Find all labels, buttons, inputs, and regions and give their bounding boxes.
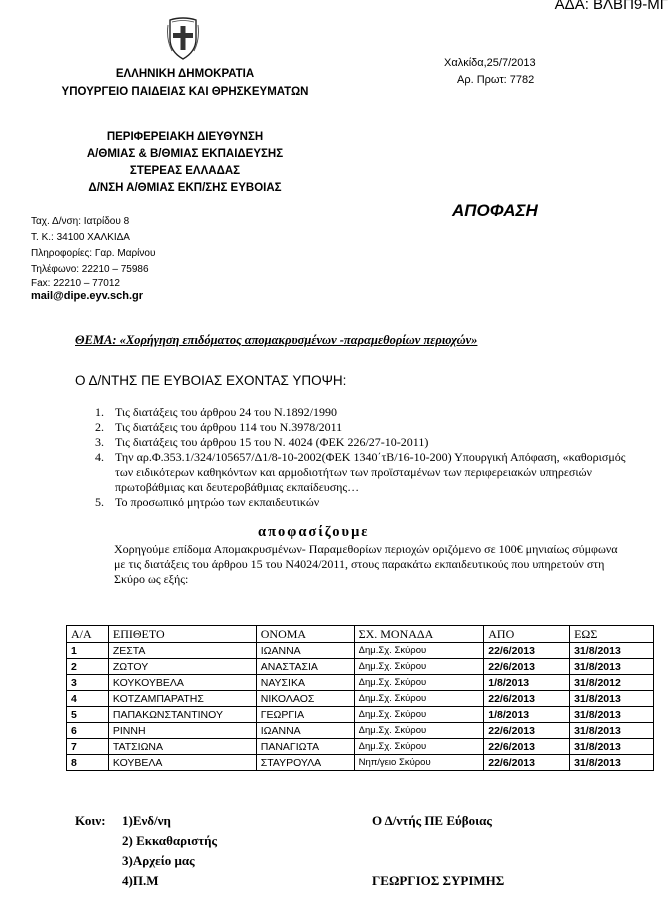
cell-name: ΙΩΑΝΝΑ	[256, 643, 354, 659]
cell-school: Νηπ/γειο Σκύρου	[354, 755, 484, 771]
cell-school: Δημ.Σχ. Σκύρου	[354, 643, 484, 659]
contact-info: Πληροφορίες: Γαρ. Μαρίνου	[31, 248, 156, 259]
cell-surname: ΚΟΤΖΑΜΠΑΡΑΤΗΣ	[108, 691, 256, 707]
cell-from: 22/6/2013	[484, 739, 570, 755]
table-row	[67, 755, 654, 771]
cell-aa: 8	[67, 755, 109, 771]
table-row	[67, 643, 654, 659]
item-text: Τις διατάξεις του άρθρου 15 του Ν. 4024 (ΦΕΚ 226/27-10-2011)	[115, 435, 429, 449]
greek-emblem-icon	[166, 17, 200, 61]
list-item	[95, 450, 635, 495]
cell-from: 22/6/2013	[484, 691, 570, 707]
table-row	[67, 675, 654, 691]
considerations-list	[95, 405, 635, 510]
cell-surname: ΤΑΤΣΙΩΝΑ	[108, 739, 256, 755]
ada-number: ΑΔΑ: ΒΛΒΠ9-ΜΓ	[554, 0, 668, 13]
list-item	[95, 405, 635, 420]
table-row	[67, 707, 654, 723]
cell-aa: 4	[67, 691, 109, 707]
table-row	[67, 723, 654, 739]
item-text: Τις διατάξεις του άρθρου 24 του Ν.1892/1990	[115, 405, 338, 419]
column-header-from: ΑΠΟ	[484, 626, 570, 643]
cell-school: Δημ.Σχ. Σκύρου	[354, 723, 484, 739]
contact-address: Ταχ. Δ/νση: Ιατρίδου 8	[31, 216, 130, 227]
item-text: Την αρ.Φ.353.1/324/105657/Δ1/8-10-2002(ΦΕΚ 1340΄τΒ/16-10-200) Υπουργική Απόφαση, «καθορισμός των ειδικότερων καθηκόντων και αρμοδιοτήτων των προϊσταμένων των περιφερειακών υπηρεσιών πρωτοβάθμιας και δευτεροβάθμιας εκπαίδευσης…	[115, 450, 626, 494]
ministry-line-4: Α/ΘΜΙΑΣ & Β/ΘΜΙΑΣ ΕΚΠΑΙΔΕΥΣΗΣ	[86, 148, 284, 160]
list-item	[95, 495, 635, 510]
contact-email: mail@dipe.eyv.sch.gr	[31, 290, 144, 302]
cell-school: Δημ.Σχ. Σκύρου	[354, 675, 484, 691]
cell-from: 22/6/2013	[484, 643, 570, 659]
decision-heading: αποφασίζουμε	[258, 524, 370, 540]
signer-title: Ο Δ/ντής ΠΕ Εύβοιας	[372, 813, 492, 828]
column-header-surname: ΕΠΙΘΕΤΟ	[108, 626, 256, 643]
koin-label: Κοιν:	[75, 813, 106, 828]
cell-aa: 5	[67, 707, 109, 723]
cell-from: 22/6/2013	[484, 659, 570, 675]
cell-to: 31/8/2013	[570, 707, 654, 723]
list-item	[95, 420, 635, 435]
contact-postal: Τ. Κ.: 34100 ΧΑΛΚΙΔΑ	[31, 232, 130, 243]
subject-line: ΘΕΜΑ: «Χορήγηση επιδόματος απομακρυσμένων -παραμεθορίων περιοχών»	[75, 333, 478, 347]
table-row	[67, 659, 654, 675]
cell-aa: 7	[67, 739, 109, 755]
cell-surname: ΡΙΝΝΗ	[108, 723, 256, 739]
cell-to: 31/8/2013	[570, 659, 654, 675]
cell-to: 31/8/2013	[570, 723, 654, 739]
item-number: 1.	[95, 405, 104, 419]
cell-aa: 2	[67, 659, 109, 675]
cell-from: 1/8/2013	[484, 707, 570, 723]
grant-paragraph: Χορηγούμε επίδομα Απομακρυσμένων- Παραμεθορίων περιοχών οριζόμενο σε 100€ μηνιαίως σύμφωνα με τις διατάξεις του άρθρου 15 του Ν4024/2011, στους παρακάτω εκπαιδευτικούς που υπηρετούν στη Σκύρο ως εξής:	[114, 542, 618, 586]
ministry-line-2: ΥΠΟΥΡΓΕΙΟ ΠΑΙΔΕΙΑΣ ΚΑΙ ΘΡΗΣΚΕΥΜΑΤΩΝ	[61, 86, 309, 98]
cell-school: Δημ.Σχ. Σκύρου	[354, 691, 484, 707]
cell-name: ΝΙΚΟΛΑΟΣ	[256, 691, 354, 707]
cell-surname: ΖΩΤΟΥ	[108, 659, 256, 675]
place-date: Χαλκίδα,25/7/2013	[444, 57, 536, 69]
cell-name: ΙΩΑΝΝΑ	[256, 723, 354, 739]
column-header-to: ΕΩΣ	[570, 626, 654, 643]
cell-aa: 6	[67, 723, 109, 739]
item-number: 5.	[95, 495, 104, 509]
list-item	[95, 435, 635, 450]
recipient-3: 3)Αρχείο μας	[122, 853, 195, 868]
cell-from: 22/6/2013	[484, 755, 570, 771]
cell-school: Δημ.Σχ. Σκύρου	[354, 739, 484, 755]
item-text: Τις διατάξεις του άρθρου 114 του Ν.3978/2011	[115, 420, 343, 434]
cell-school: Δημ.Σχ. Σκύρου	[354, 659, 484, 675]
director-considering-line: Ο Δ/ΝΤΗΣ ΠΕ ΕΥΒΟΙΑΣ ΕΧΟΝΤΑΣ ΥΠΟΨΗ:	[75, 373, 347, 388]
cell-to: 31/8/2013	[570, 739, 654, 755]
contact-phone: Τηλέφωνο: 22210 – 75986	[31, 264, 149, 275]
recipient-4: 4)Π.Μ	[122, 873, 159, 888]
contact-fax: Fax: 22210 – 77012	[31, 278, 120, 289]
cell-to: 31/8/2012	[570, 675, 654, 691]
column-header-name: ΟΝΟΜΑ	[256, 626, 354, 643]
cell-surname: ΖΕΣΤΑ	[108, 643, 256, 659]
cell-from: 22/6/2013	[484, 723, 570, 739]
ministry-line-3: ΠΕΡΙΦΕΡΕΙΑΚΗ ΔΙΕΥΘΥΝΣΗ	[106, 131, 264, 143]
table-row	[67, 691, 654, 707]
cell-to: 31/8/2013	[570, 643, 654, 659]
protocol-number: Αρ. Πρωτ: 7782	[457, 74, 535, 86]
cell-aa: 1	[67, 643, 109, 659]
staff-table	[66, 625, 654, 771]
cell-surname: ΠΑΠΑΚΩΝΣΤΑΝΤΙΝΟΥ	[108, 707, 256, 723]
column-header-aa: Α/Α	[67, 626, 109, 643]
column-header-school: ΣΧ. ΜΟΝΑΔΑ	[354, 626, 484, 643]
signer-name: ΓΕΩΡΓΙΟΣ ΣΥΡΙΜΗΣ	[372, 873, 505, 888]
ministry-line-1: ΕΛΛΗΝΙΚΗ ΔΗΜΟΚΡΑΤΙΑ	[115, 68, 255, 80]
decision-title: ΑΠΟΦΑΣΗ	[452, 201, 538, 220]
table-row	[67, 739, 654, 755]
cell-to: 31/8/2013	[570, 755, 654, 771]
recipient-1: 1)Ενδ/νη	[122, 813, 171, 828]
cell-name: ΑΝΑΣΤΑΣΙΑ	[256, 659, 354, 675]
cell-to: 31/8/2013	[570, 691, 654, 707]
cell-name: ΓΕΩΡΓΙΑ	[256, 707, 354, 723]
cell-name: ΝΑΥΣΙΚΑ	[256, 675, 354, 691]
cell-name: ΠΑΝΑΓΙΩΤΑ	[256, 739, 354, 755]
ministry-line-5: ΣΤΕΡΕΑΣ ΕΛΛΑΔΑΣ	[129, 165, 241, 177]
cell-surname: ΚΟΥΒΕΛΑ	[108, 755, 256, 771]
cell-school: Δημ.Σχ. Σκύρου	[354, 707, 484, 723]
cell-aa: 3	[67, 675, 109, 691]
ministry-line-6: Δ/ΝΣΗ Α/ΘΜΙΑΣ ΕΚΠ/ΣΗΣ ΕΥΒΟΙΑΣ	[88, 182, 282, 194]
cell-name: ΣΤΑΥΡΟΥΛΑ	[256, 755, 354, 771]
recipient-2: 2) Εκκαθαριστής	[122, 833, 218, 848]
item-number: 2.	[95, 420, 104, 434]
item-number: 3.	[95, 435, 104, 449]
item-text: Το προσωπικό μητρώο των εκπαιδευτικών	[115, 495, 320, 509]
table-header-row	[67, 626, 654, 643]
item-number: 4.	[95, 450, 104, 464]
cell-from: 1/8/2013	[484, 675, 570, 691]
cell-surname: ΚΟΥΚΟΥΒΕΛΑ	[108, 675, 256, 691]
